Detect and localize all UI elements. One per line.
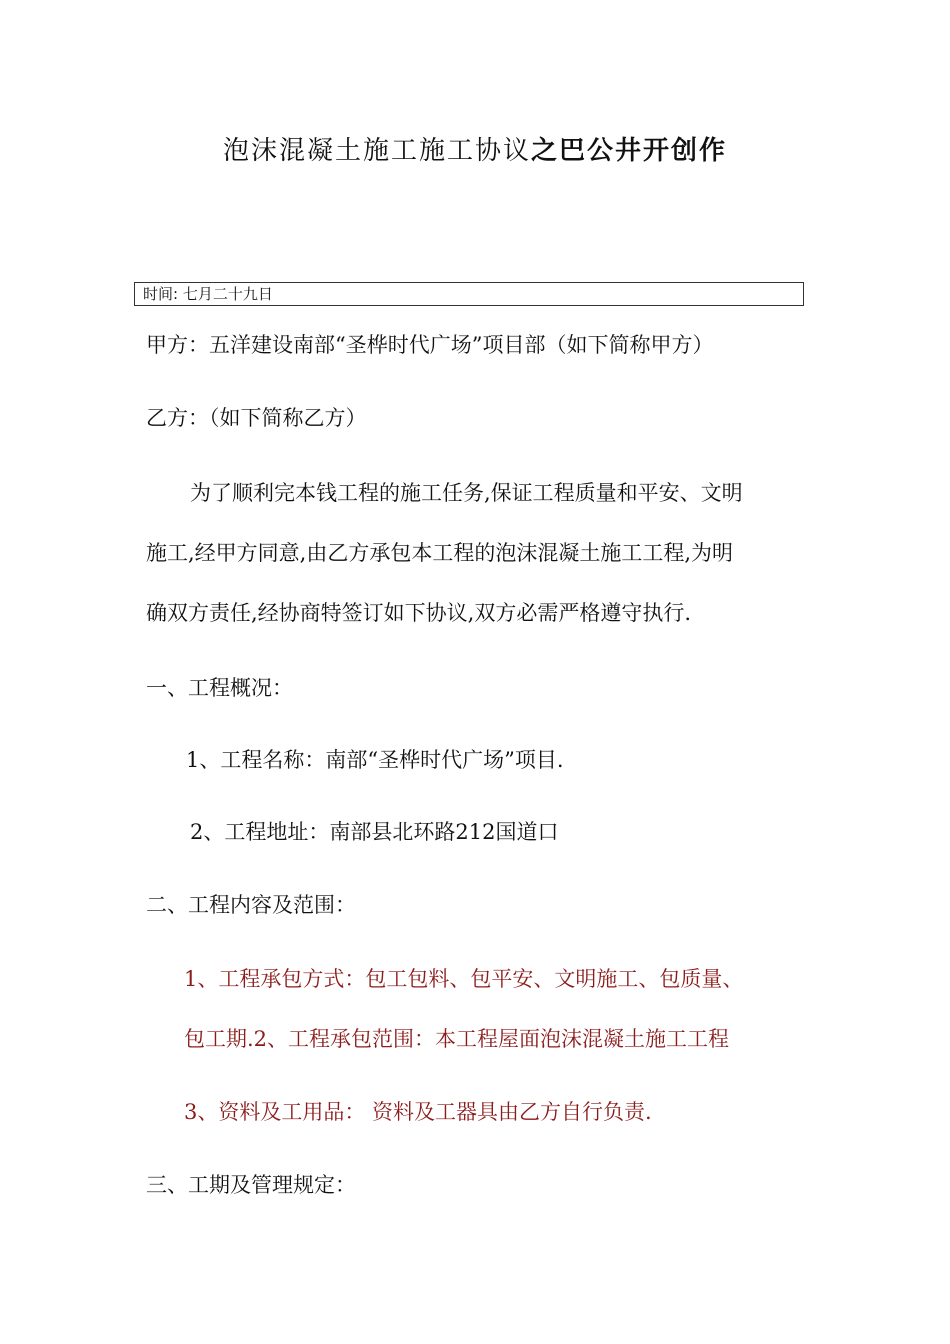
title-suffix: 之巴公井开创作	[531, 136, 728, 166]
title-main: 泡沫混凝土施工施工协议	[222, 136, 531, 166]
section-2-heading: 二、工程内容及范围：	[146, 893, 356, 917]
time-field: 时间: 七月二十九日	[134, 282, 804, 306]
intro-paragraph-line-1: 为了顺利完本钱工程的施工任务,保证工程质量和平安、文明	[190, 481, 743, 505]
intro-paragraph-line-3: 确双方责任,经协商特签订如下协议,双方必需严格遵守执行.	[146, 601, 692, 625]
document-title	[0, 130, 950, 167]
section-1-item-2: 2、工程地址：南部县北环路212国道口	[190, 820, 559, 844]
party-a-line: 甲方：五洋建设南部“圣桦时代广场”项目部（如下简称甲方）	[146, 333, 714, 357]
section-1-heading: 一、工程概况：	[146, 676, 293, 700]
intro-paragraph-line-2: 施工,经甲方同意,由乙方承包本工程的泡沫混凝土施工工程,为明	[146, 541, 734, 565]
section-3-heading: 三、工期及管理规定：	[146, 1173, 356, 1197]
section-2-item-3: 3、资料及工用品： 资料及工器具由乙方自行负责.	[184, 1100, 652, 1124]
section-2-item-1-line-1: 1、工程承包方式：包工包料、包平安、文明施工、包质量、	[184, 967, 744, 991]
section-2-item-1-line-2: 包工期.2、工程承包范围：本工程屋面泡沫混凝土施工工程	[184, 1027, 730, 1051]
party-b-line: 乙方：（如下简称乙方）	[146, 406, 367, 430]
section-1-item-1: 1、工程名称：南部“圣桦时代广场”项目.	[186, 748, 564, 772]
